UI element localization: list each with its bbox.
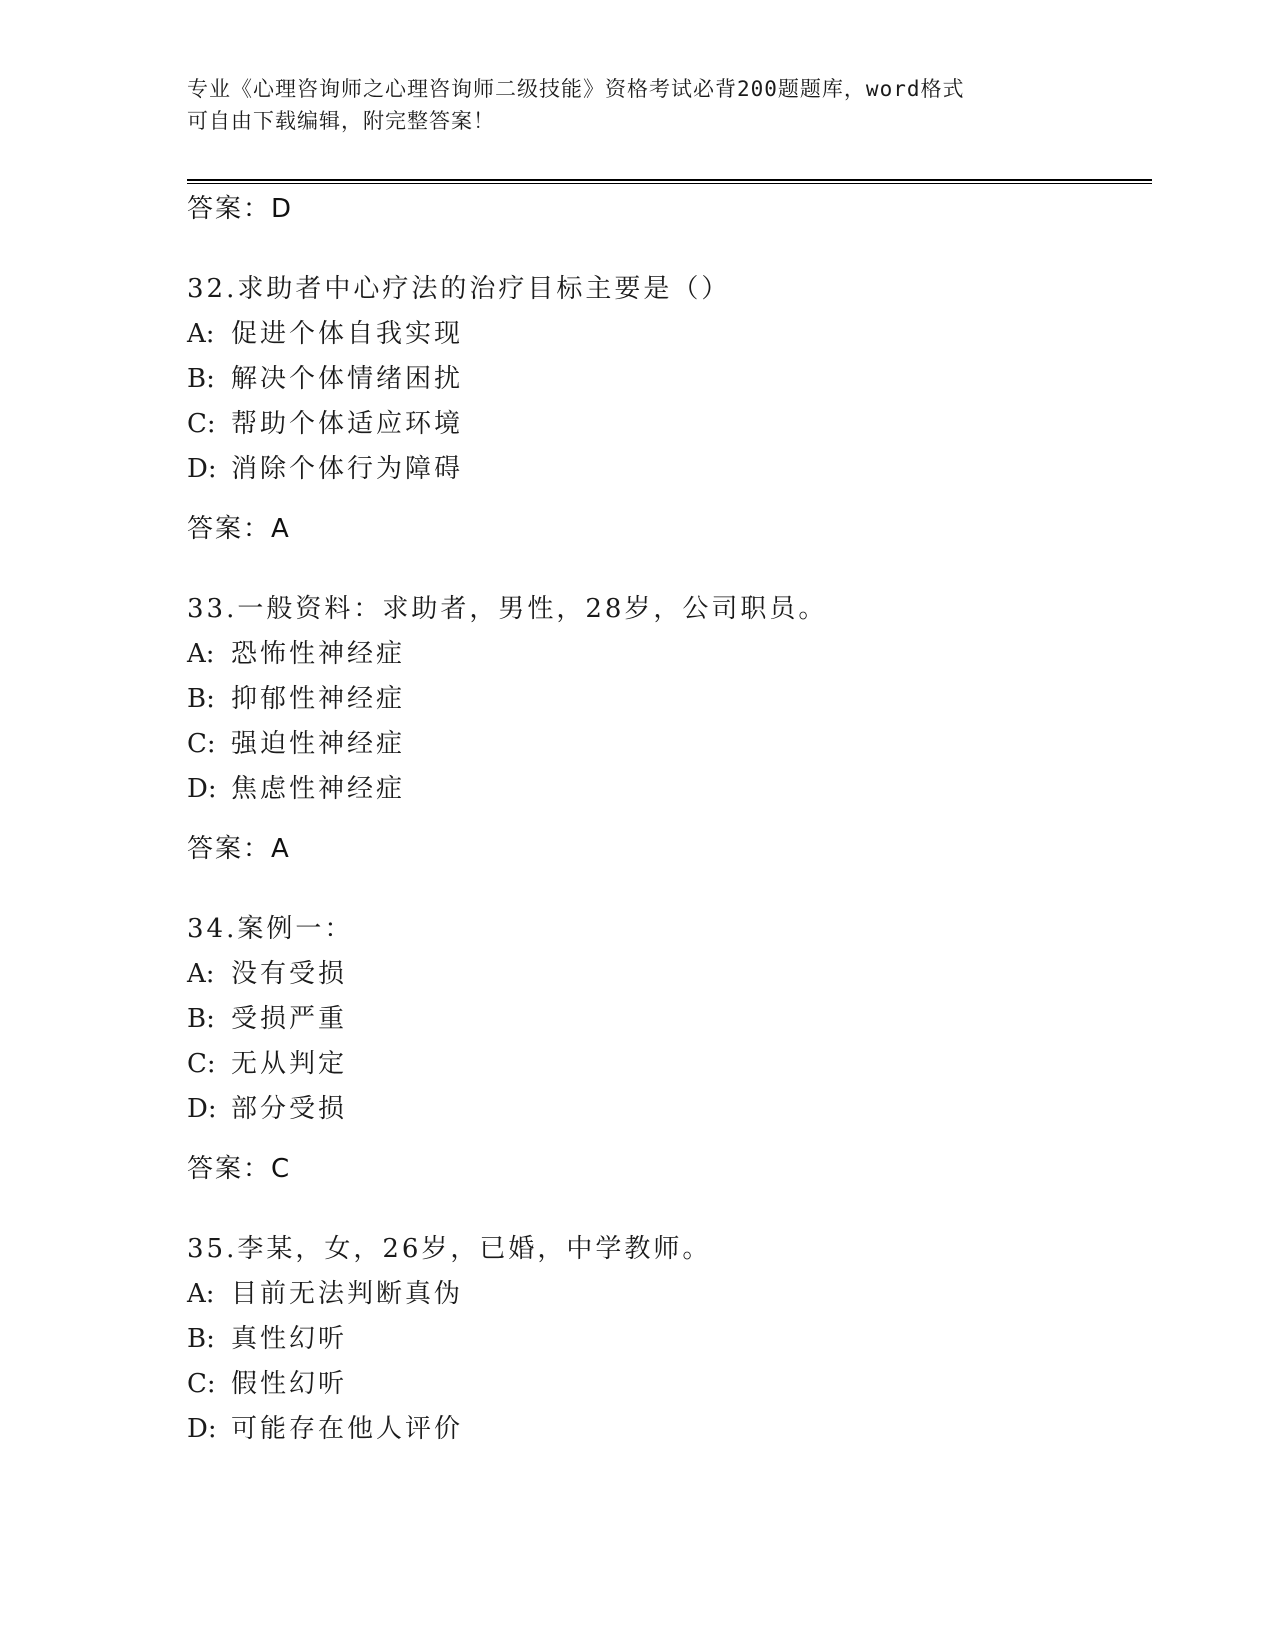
header-divider-thin bbox=[187, 183, 1152, 184]
question-stem: 34.案例一： bbox=[187, 914, 354, 944]
document-header bbox=[187, 73, 1087, 137]
option-d: D: 消除个体行为障碍 bbox=[187, 454, 464, 484]
option-d: D: 焦虑性神经症 bbox=[187, 774, 406, 804]
option-a: A: 目前无法判断真伪 bbox=[187, 1279, 464, 1309]
option-b: B: 真性幻听 bbox=[187, 1324, 348, 1354]
question-stem: 33.一般资料：求助者，男性，28岁，公司职员。 bbox=[187, 594, 828, 624]
option-b: B: 抑郁性神经症 bbox=[187, 684, 406, 714]
question-34 bbox=[187, 906, 1147, 1132]
question-35 bbox=[187, 1226, 1147, 1452]
header-divider bbox=[187, 179, 1152, 181]
header-line-2: 可自由下载编辑，附完整答案！ bbox=[187, 109, 495, 133]
option-c: C: 帮助个体适应环境 bbox=[187, 409, 464, 439]
option-a: A: 促进个体自我实现 bbox=[187, 319, 464, 349]
option-d: D: 部分受损 bbox=[187, 1094, 348, 1124]
option-c: C: 强迫性神经症 bbox=[187, 729, 406, 759]
answer-34: 答案：C bbox=[187, 1154, 292, 1184]
answer-33: 答案：A bbox=[187, 834, 291, 864]
answer-32: 答案：A bbox=[187, 514, 291, 544]
question-stem: 32.求助者中心疗法的治疗目标主要是（） bbox=[187, 274, 731, 304]
option-c: C: 无从判定 bbox=[187, 1049, 348, 1079]
option-d: D: 可能存在他人评价 bbox=[187, 1414, 464, 1444]
header-line-1: 专业《心理咨询师之心理咨询师二级技能》资格考试必背200题题库，word格式 bbox=[187, 77, 965, 101]
question-33 bbox=[187, 586, 1147, 812]
option-b: B: 解决个体情绪困扰 bbox=[187, 364, 464, 394]
answer-prev: 答案：D bbox=[187, 194, 294, 224]
option-a: A: 恐怖性神经症 bbox=[187, 639, 406, 669]
option-a: A: 没有受损 bbox=[187, 959, 348, 989]
question-32 bbox=[187, 266, 1147, 492]
option-c: C: 假性幻听 bbox=[187, 1369, 348, 1399]
question-stem: 35.李某，女，26岁，已婚，中学教师。 bbox=[187, 1234, 712, 1264]
option-b: B: 受损严重 bbox=[187, 1004, 348, 1034]
